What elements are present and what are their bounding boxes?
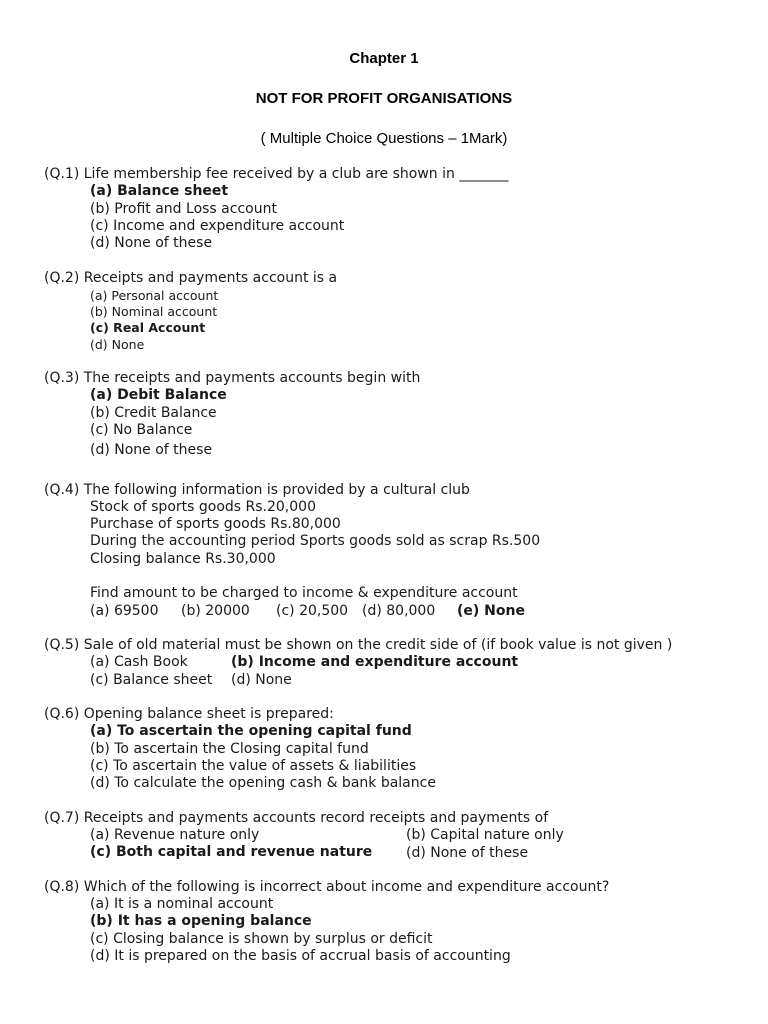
q2-option-d: (d) None bbox=[90, 337, 145, 352]
q7-option-c: (c) Both capital and revenue nature bbox=[90, 844, 373, 860]
q8-option-c: (c) Closing balance is shown by surplus or deficit bbox=[90, 931, 433, 947]
q8-option-d: (d) It is prepared on the basis of accrual basis of accounting bbox=[90, 948, 511, 964]
q6-option-d: (d) To calculate the opening cash & bank balance bbox=[90, 775, 436, 791]
q8-option-b: (b) It has a opening balance bbox=[90, 913, 312, 929]
q4-option-c: (c) 20,500 bbox=[276, 603, 349, 619]
q4-option-a: (a) 69500 bbox=[90, 603, 159, 619]
q4-info-4: Closing balance Rs.30,000 bbox=[90, 551, 276, 567]
q2-option-c: (c) Real Account bbox=[90, 320, 206, 335]
document-subtitle: ( Multiple Choice Questions – 1Mark) bbox=[260, 130, 508, 147]
q1-option-c: (c) Income and expenditure account bbox=[90, 218, 345, 234]
q2-option-b: (b) Nominal account bbox=[90, 304, 218, 319]
q4-info-1: Stock of sports goods Rs.20,000 bbox=[90, 499, 316, 515]
question-5: (Q.5) Sale of old material must be shown on the credit side of (if book value is not given ) bbox=[44, 637, 673, 653]
q3-option-c: (c) No Balance bbox=[90, 422, 193, 438]
question-8: (Q.8) Which of the following is incorrect about income and expenditure account? bbox=[44, 879, 610, 895]
q4-option-e: (e) None bbox=[457, 603, 525, 619]
chapter-heading: Chapter 1 bbox=[349, 50, 419, 67]
q4-option-d: (d) 80,000 bbox=[362, 603, 436, 619]
q7-option-d: (d) None of these bbox=[406, 845, 529, 861]
q5-option-c: (c) Balance sheet bbox=[90, 672, 213, 688]
q3-option-d: (d) None of these bbox=[90, 442, 213, 458]
q3-option-a: (a) Debit Balance bbox=[90, 387, 227, 403]
q5-option-b: (b) Income and expenditure account bbox=[231, 654, 519, 670]
question-7: (Q.7) Receipts and payments accounts record receipts and payments of bbox=[44, 810, 549, 826]
q1-option-a: (a) Balance sheet bbox=[90, 183, 229, 199]
question-6: (Q.6) Opening balance sheet is prepared: bbox=[44, 706, 334, 722]
q2-option-a: (a) Personal account bbox=[90, 288, 219, 303]
q7-option-a: (a) Revenue nature only bbox=[90, 827, 260, 843]
q6-option-a: (a) To ascertain the opening capital fund bbox=[90, 723, 412, 739]
q6-option-b: (b) To ascertain the Closing capital fund bbox=[90, 741, 369, 757]
q6-option-c: (c) To ascertain the value of assets & liabilities bbox=[90, 758, 417, 774]
q4-info-2: Purchase of sports goods Rs.80,000 bbox=[90, 516, 341, 532]
q8-option-a: (a) It is a nominal account bbox=[90, 896, 274, 912]
q1-option-d: (d) None of these bbox=[90, 235, 213, 251]
q5-option-d: (d) None bbox=[231, 672, 292, 688]
q5-option-a: (a) Cash Book bbox=[90, 654, 188, 670]
question-3: (Q.3) The receipts and payments accounts begin with bbox=[44, 370, 421, 386]
q4-option-b: (b) 20000 bbox=[181, 603, 250, 619]
q4-info-3: During the accounting period Sports goods sold as scrap Rs.500 bbox=[90, 533, 541, 549]
question-1: (Q.1) Life membership fee received by a club are shown in _______ bbox=[44, 166, 509, 182]
question-2: (Q.2) Receipts and payments account is a bbox=[44, 270, 338, 286]
q4-find-text: Find amount to be charged to income & expenditure account bbox=[90, 585, 518, 601]
q1-option-b: (b) Profit and Loss account bbox=[90, 201, 277, 217]
q7-option-b: (b) Capital nature only bbox=[406, 827, 564, 843]
document-title: NOT FOR PROFIT ORGANISATIONS bbox=[255, 90, 513, 107]
question-4: (Q.4) The following information is provided by a cultural club bbox=[44, 482, 470, 498]
q3-option-b: (b) Credit Balance bbox=[90, 405, 217, 421]
